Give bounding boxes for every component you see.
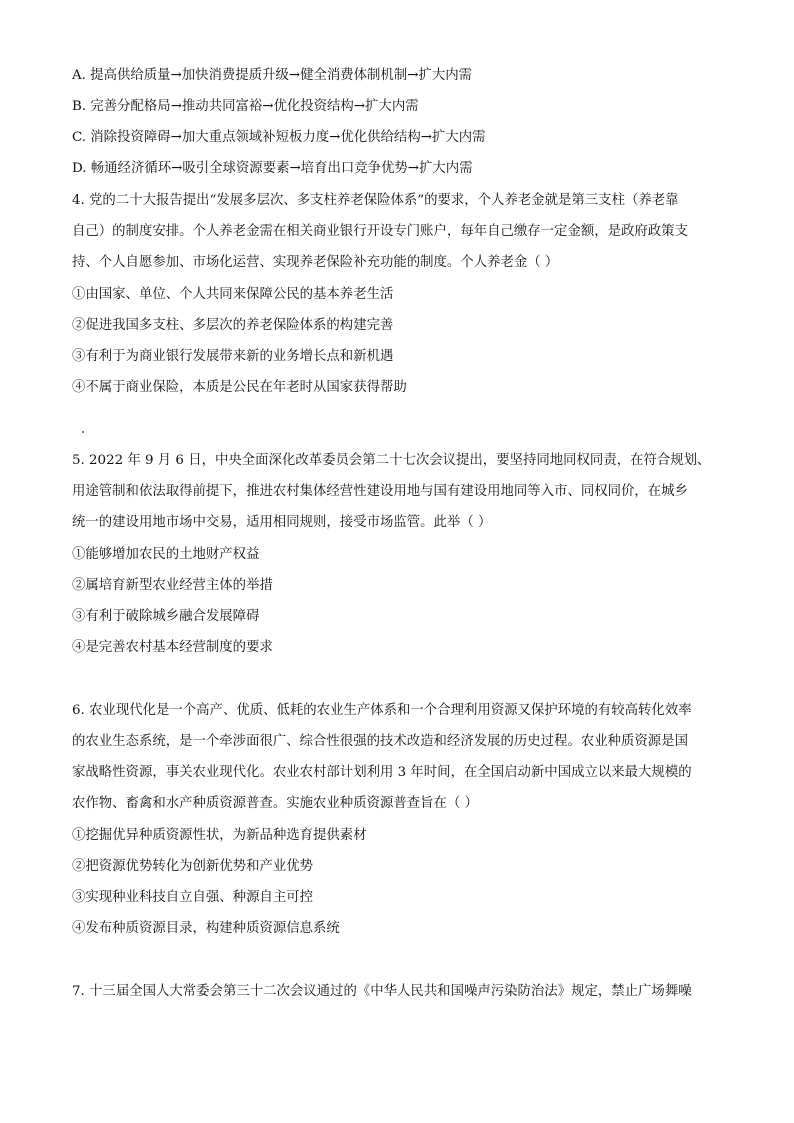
q5-stem-line: 用途管制和依法取得前提下，推进农村集体经营性建设用地与国有建设用地同等入市、同权同价，在城乡 <box>72 484 688 499</box>
q3-option-d: D. 畅通经济循环→吸引全球资源要素→培育出口竞争优势→扩大内需 <box>72 161 473 176</box>
q4-statement-1: ①由国家、单位、个人共同来保障公民的基本养老生活 <box>72 287 394 302</box>
q5-statement-1: ①能够增加农民的土地财产权益 <box>72 547 260 562</box>
q6-statement-1: ①挖掘优异种质资源性状，为新品种选育提供素材 <box>72 828 367 843</box>
q7-stem-line: 7. 十三届全国人大常委会第三十二次会议通过的《中华人民共和国噪声污染防治法》规定，禁止广场舞噪 <box>72 984 692 999</box>
q4-statement-3: ③有利于为商业银行发展带来新的业务增长点和新机遇 <box>72 349 394 364</box>
q4-statement-2: ②促进我国多支柱、多层次的养老保险体系的构建完善 <box>72 318 394 333</box>
q4-stem-line: 自己）的制度安排。个人养老金需在相关商业银行开设专门账户，每年自己缴存一定金额，是政府政策支 <box>72 224 688 239</box>
q6-stem-line: 6. 农业现代化是一个高产、优质、低耗的农业生产体系和一个合理利用资源又保护环境的有较高转化效率 <box>72 703 692 718</box>
q3-option-c: C. 消除投资障碍→加大重点领域补短板力度→优化供给结构→扩大内需 <box>72 130 486 145</box>
q6-statement-2: ②把资源优势转化为创新优势和产业优势 <box>72 859 314 874</box>
q5-stem-line: 5. 2022 年 9 月 6 日，中央全面深化改革委员会第二十七次会议提出，要坚持同地同权同责，在符合规划、 <box>72 453 711 468</box>
q6-stem-line: 家战略性资源，事关农业现代化。农业农村部计划利用 3 年时间，在全国启动新中国成立以来最大规模的 <box>72 765 692 780</box>
q5-statement-3: ③有利于破除城乡融合发展障碍 <box>72 609 260 624</box>
q4-statement-4: ④不属于商业保险，本质是公民在年老时从国家获得帮助 <box>72 380 407 395</box>
q6-stem-line: 农作物、畜禽和水产种质资源普查。实施农业种质资源普查旨在（ ） <box>72 796 478 811</box>
q3-option-a: A. 提高供给质量→加快消费提质升级→健全消费体制机制→扩大内需 <box>72 68 472 83</box>
q6-statement-4: ④发布种质资源目录，构建种质资源信息系统 <box>72 921 340 936</box>
q6-statement-3: ③实现种业科技自立自强、种源自主可控 <box>72 890 314 905</box>
stray-dot <box>82 431 84 433</box>
q4-stem-line: 4. 党的二十大报告提出“发展多层次、多支柱养老保险体系”的要求，个人养老金就是第三支柱（养老靠 <box>72 193 679 208</box>
q5-stem-line: 统一的建设用地市场中交易，适用相同规则，接受市场监管。此举（ ） <box>72 515 492 530</box>
q3-option-b: B. 完善分配格局→推动共同富裕→优化投资结构→扩大内需 <box>72 99 419 114</box>
q4-stem-line: 持、个人自愿参加、市场化运营、实现养老保险补充功能的制度。个人养老金（ ） <box>72 255 559 270</box>
q5-statement-2: ②属培育新型农业经营主体的举措 <box>72 578 273 593</box>
q5-statement-4: ④是完善农村基本经营制度的要求 <box>72 640 273 655</box>
q6-stem-line: 的农业生态系统，是一个牵涉面很广、综合性很强的技术改造和经济发展的历史过程。农业种质资源是国 <box>72 734 688 749</box>
